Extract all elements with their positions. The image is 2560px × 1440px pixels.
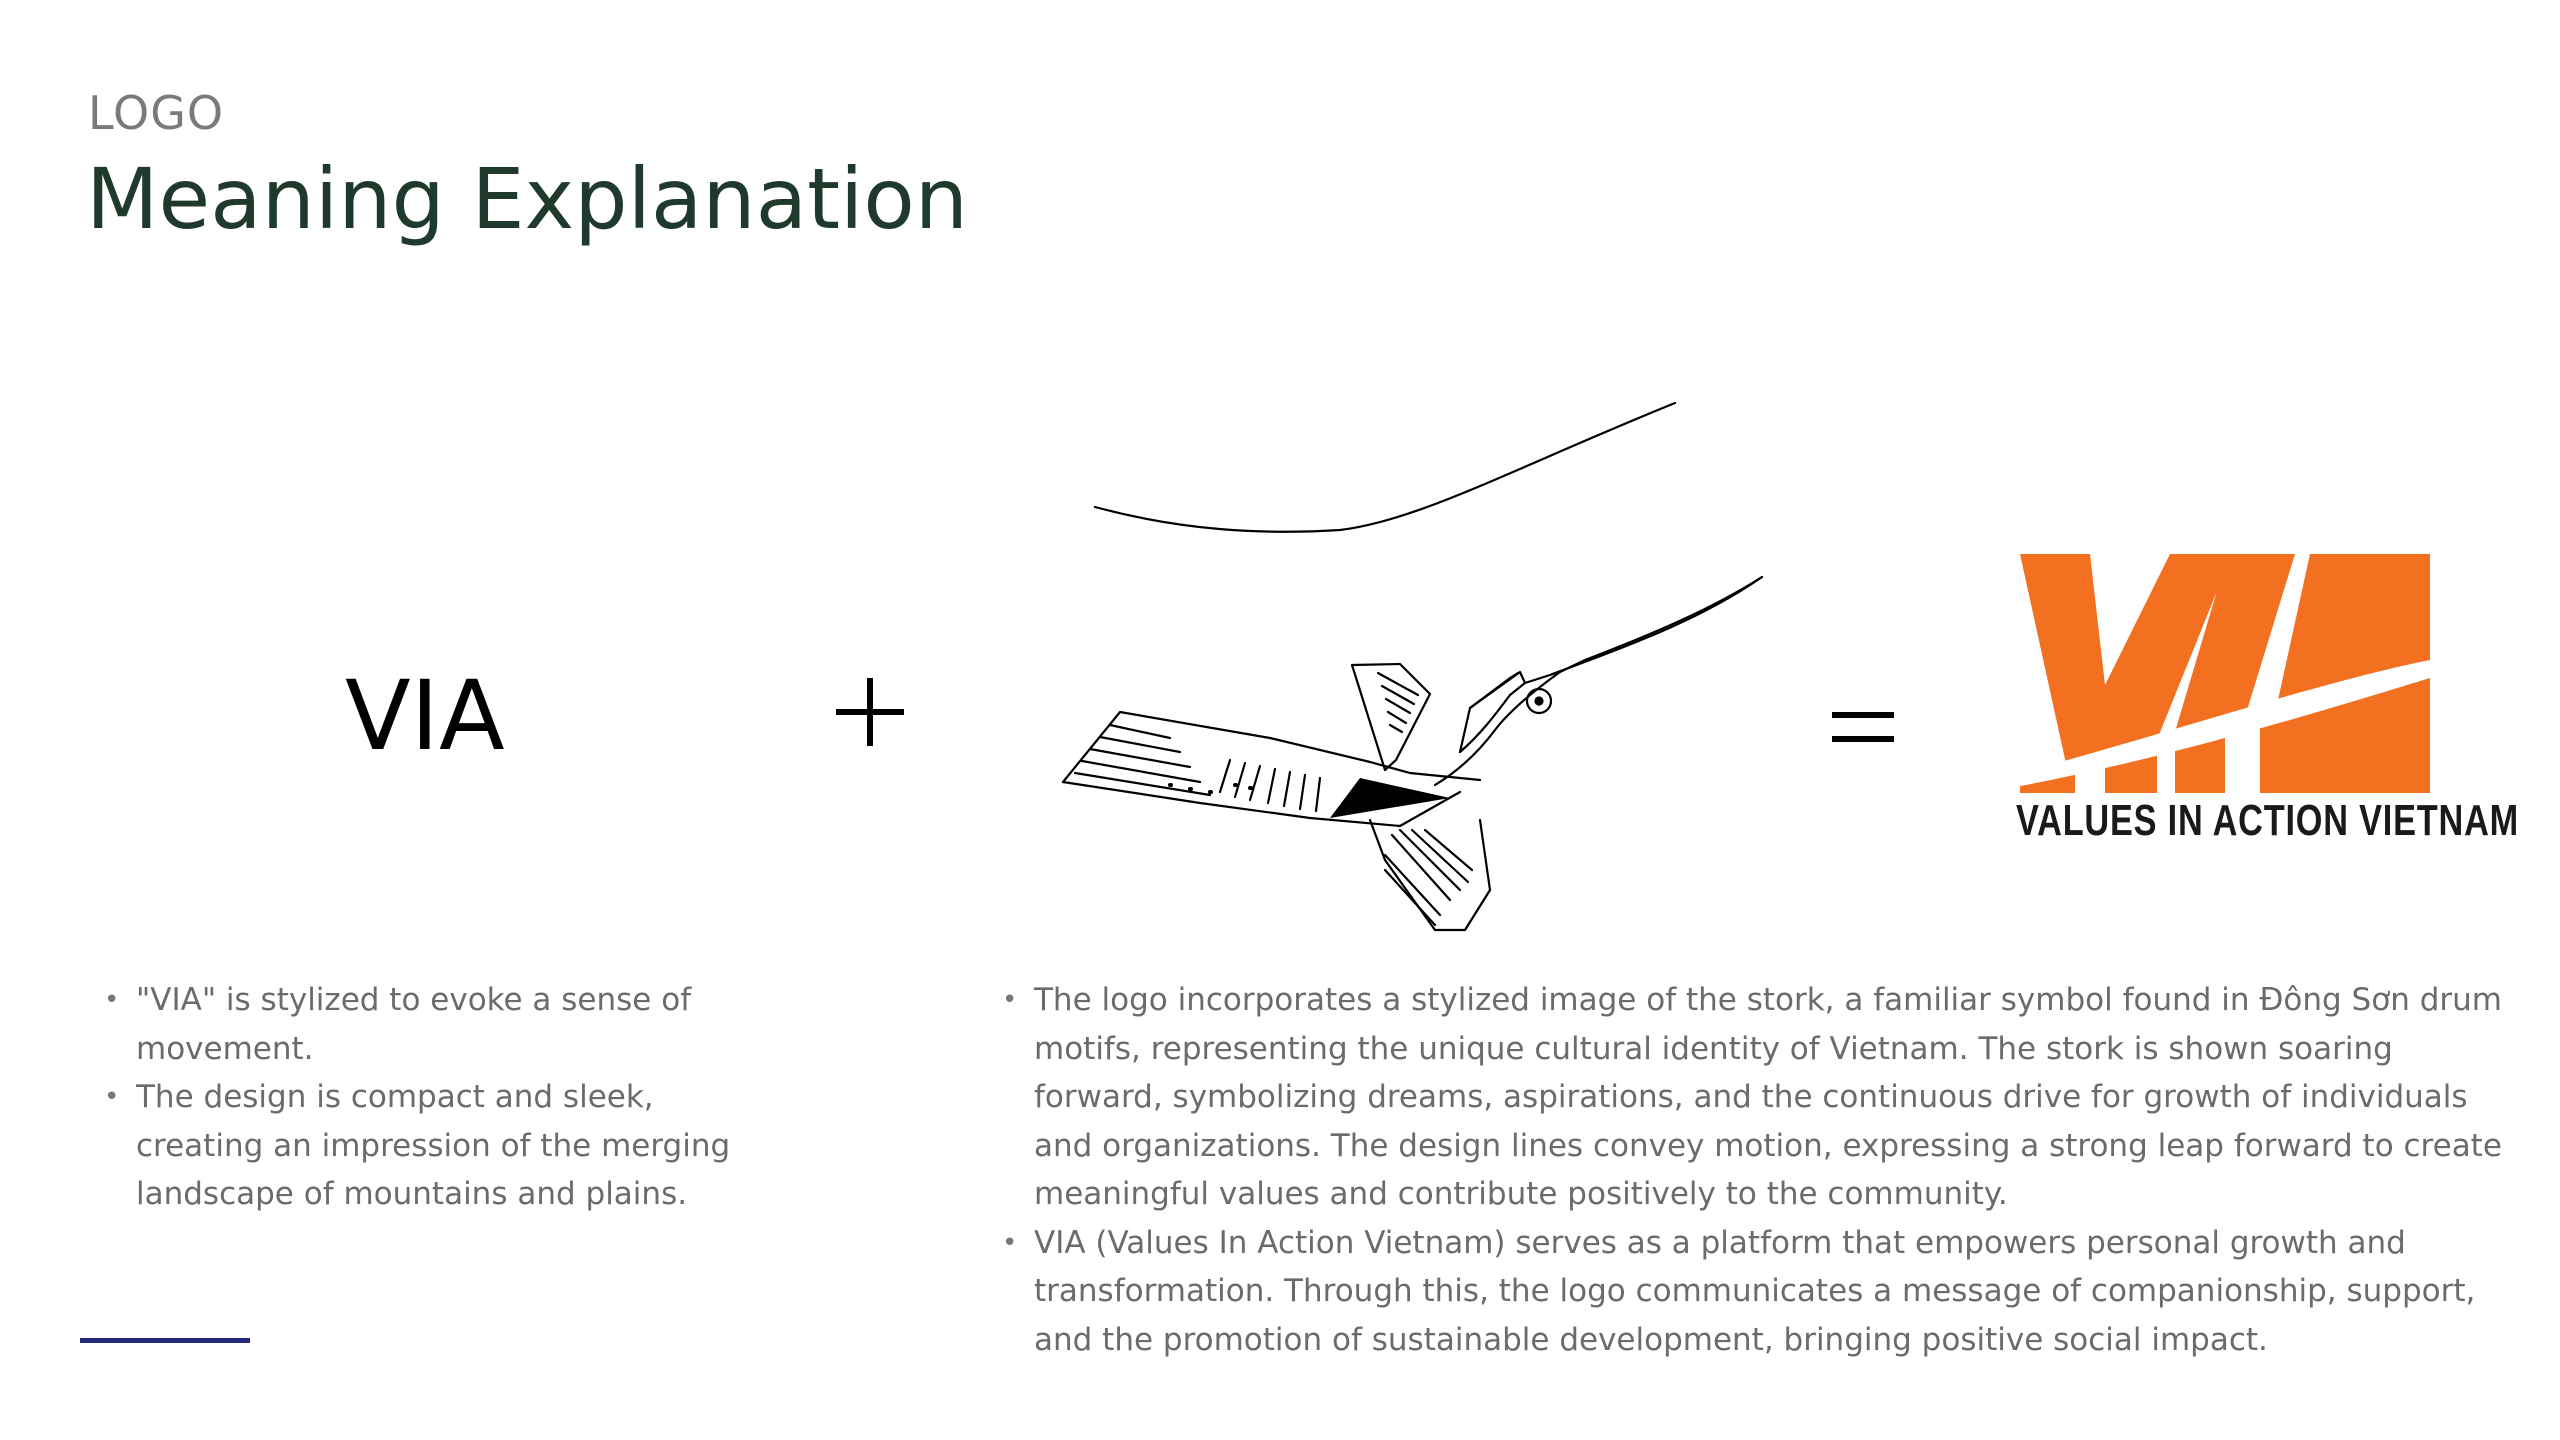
right-bullet-list	[1002, 976, 2502, 1364]
plus-icon	[830, 672, 910, 752]
list-item: • "VIA" is stylized to evoke a sense of movement.	[104, 976, 744, 1073]
via-wordmark-text: VIA	[345, 660, 505, 772]
left-bullet-list	[104, 976, 744, 1219]
eyebrow-label: LOGO	[88, 86, 225, 140]
page-title: Meaning Explanation	[86, 150, 968, 248]
logo-caption: VALUES IN ACTION VIETNAM	[2016, 796, 2520, 845]
accent-divider	[80, 1338, 250, 1343]
stork-illustration	[1040, 390, 1780, 940]
list-item: • The design is compact and sleek, creating an impression of the merging landscape of mountains and plains.	[104, 1073, 744, 1219]
equals-icon	[1830, 708, 1896, 748]
list-item: • The logo incorporates a stylized image of the stork, a familiar symbol found in Đông Sơn drum motifs, representing the unique cultural identity of Vietnam. The stork is shown soaring forward, symbolizing dreams, aspirations, and the continuous drive for growth of individuals and organizations. The design lines convey motion, expressing a strong leap forward to create meaningful values and contribute positively to the community.	[1002, 976, 2502, 1219]
list-item: • VIA (Values In Action Vietnam) serves as a platform that empowers personal growth and transformation. Through this, the logo communicates a message of companionship, support, and the promotion of sustainable development, bringing positive social impact.	[1002, 1219, 2502, 1365]
